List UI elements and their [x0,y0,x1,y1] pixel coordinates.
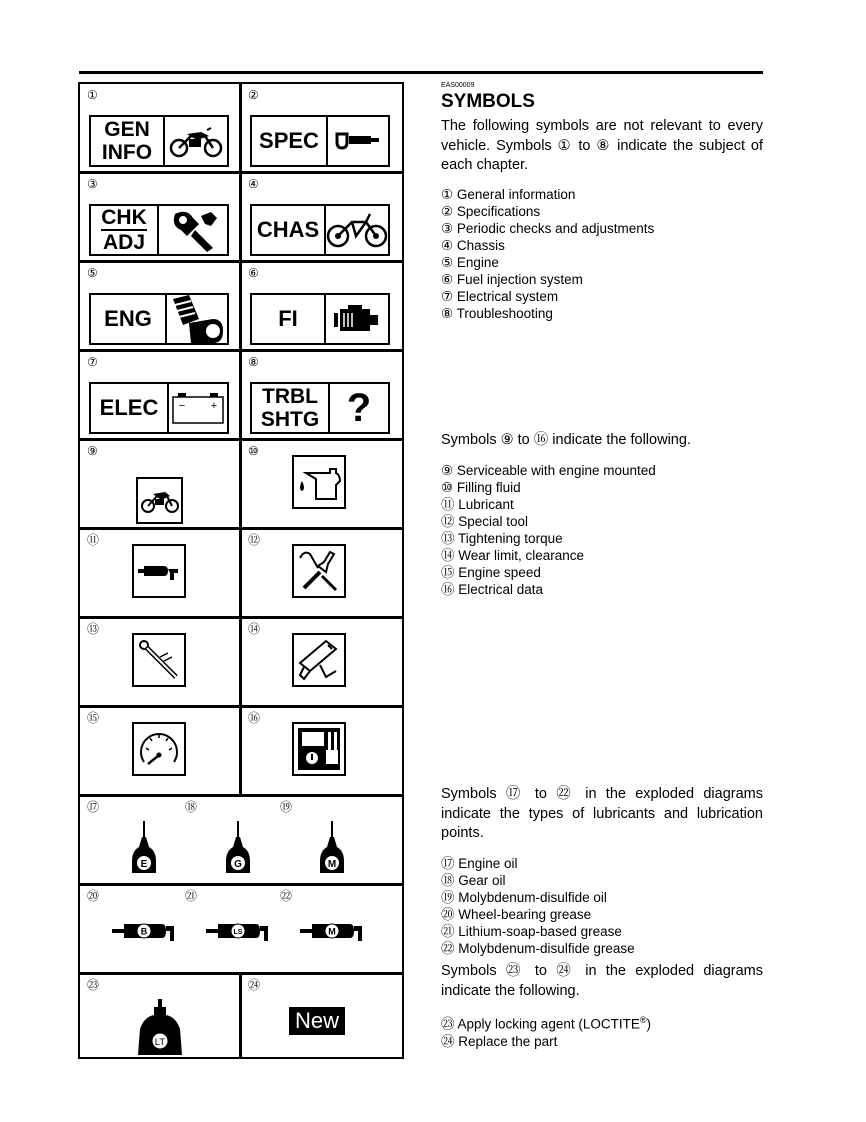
cell-number: ⑧ [248,355,259,369]
motorcycle-icon [163,117,227,165]
grease-gun-icon [206,919,274,948]
intro-paragraph-chapters: The following symbols are not relevant to every vehicle. Symbols ① to ⑧ indicate the subject of each chapter. [441,118,763,173]
cell-number: ③ [87,177,98,191]
grease-gun-icon [132,544,186,598]
grid-cell-16 [240,706,403,796]
cell-number: ㉔ [248,978,261,992]
cell-number: ⑤ [87,266,98,280]
list-item: ② Specifications [441,204,541,219]
question-icon [328,384,388,432]
grid-cell-1 [79,83,241,173]
grease-gun-icon [112,919,180,948]
cell-number: ② [248,88,259,102]
list-item: ⑯ Electrical data [441,582,544,597]
list-item: ⑪ Lubricant [441,497,514,512]
cell-number: ⑬ [87,622,100,636]
cell-number: ⑭ [248,622,261,636]
grid-cell-17-19 [79,795,403,885]
grid-cell-2 [240,83,403,173]
list-item: ㉒ Molybdenum-disulfide grease [441,941,635,956]
locking-agent-icon [138,999,182,1060]
multimeter-icon [292,722,346,776]
lubricant-code: G [234,859,242,870]
cell-number: ㉒ [280,889,293,903]
cell-number: ⑮ [87,711,100,725]
chapter-code: FI [278,306,298,331]
cell-number: ㉓ [87,978,100,992]
symbol-grid [79,83,403,1058]
cell-number: ⑲ [280,800,293,814]
chapter-code: SPEC [259,128,319,153]
cell-number: ⑱ [185,800,198,814]
grid-cell-3 [79,172,241,262]
grid-cell-5 [79,261,241,351]
piston-icon [165,295,227,343]
lubricant-code: M [328,926,336,937]
cell-number: ⑦ [87,355,98,369]
grid-cell-14 [240,617,403,707]
lubricant-code: M [327,859,337,870]
list-item: ㉑ Lithium-soap-based grease [441,924,622,939]
cell-number: ⑫ [248,533,261,547]
grid-cell-4 [240,172,403,262]
list-item: ⑱ Gear oil [441,873,506,888]
battery-plus-sign: + [210,400,218,412]
gauge-probe-icon [326,117,388,165]
new-part-badge: New [289,1007,345,1035]
wrench-icon [157,206,227,254]
misc-list [441,1012,763,1050]
cell-number: ⑨ [87,444,98,458]
chapter-code-line1: GEN [104,118,150,141]
grid-cell-20-22 [79,884,403,974]
list-item: ① General information [441,187,576,202]
cell-number: ④ [248,177,259,191]
list-item: ④ Chassis [441,238,505,253]
battery-minus-sign: − [178,400,186,412]
motorcycle-icon [136,477,183,524]
question-mark: ? [346,386,372,430]
cell-number: ⑰ [87,800,100,814]
top-rule [79,71,763,74]
document-tag: EAS00009 [441,82,475,89]
cell-number: ⑳ [87,889,100,903]
chapter-list [441,186,763,322]
list-item: ⑰ Engine oil [441,856,518,871]
cell-number: ⑯ [248,711,261,725]
chapter-symbol-fi [250,293,390,345]
grid-cell-15 [79,706,241,796]
tachometer-icon [132,722,186,776]
chapter-code-line2: INFO [101,141,153,164]
chapter-code: ELEC [99,395,159,420]
chassis-icon [324,206,388,254]
grid-cell-11 [79,528,241,618]
list-item: ⑭ Wear limit, clearance [441,548,585,563]
chapter-code-line2: SHTG [260,408,320,431]
chapter-symbol-elec [89,382,229,434]
list-item: ⑮ Engine speed [441,565,541,580]
chapter-symbol-chas [250,204,390,256]
list-item: ⑲ Molybdenum-disulfide oil [441,890,607,905]
list-item: ⑬ Tightening torque [441,531,563,546]
chapter-symbol-spec [250,115,390,167]
grid-cell-6 [240,261,403,351]
list-item: ㉔ Replace the part [441,1033,558,1049]
oil-bottle-icon [131,821,157,878]
lubricant-code: B [140,926,148,937]
engine-block-icon [324,295,388,343]
cell-number: ⑩ [248,444,259,458]
caliper-icon [292,633,346,687]
list-item: ⑩ Filling fluid [441,480,521,495]
chapter-code: CHAS [256,217,320,242]
symbol-list [441,462,763,598]
locking-agent-code: LT [154,1037,166,1048]
oil-bottle-icon [319,821,345,878]
grease-gun-icon [300,919,368,948]
cell-number: ⑪ [87,533,100,547]
grid-cell-23 [79,973,241,1058]
battery-icon [167,384,227,432]
grid-cell-12 [240,528,403,618]
list-item: ⑧ Troubleshooting [441,306,553,321]
chapter-symbol-chk-adj [89,204,229,256]
intro-paragraph-misc: Symbols ㉓ to ㉔ in the exploded diagrams indicate the following. [441,963,763,999]
oil-can-icon [292,455,346,509]
list-item: ⑦ Electrical system [441,289,559,304]
cell-number: ㉑ [185,889,198,903]
intro-paragraph-symbols: Symbols ⑨ to ⑯ indicate the following. [441,432,691,448]
oil-bottle-icon [225,821,251,878]
grid-cell-9 [79,439,241,529]
chapter-code-line2: ADJ [102,231,145,254]
lubricant-list [441,855,763,957]
list-item: ㉓ Apply locking agent (LOCTITE®) [441,1015,651,1032]
lubricant-code: E [140,859,148,870]
chapter-symbol-eng [89,293,229,345]
list-item: ⑤ Engine [441,255,499,270]
lubricant-code: LS [233,929,243,936]
list-item: ⑫ Special tool [441,514,529,529]
chapter-code-line1: TRBL [262,385,318,408]
list-item: ⑨ Serviceable with engine mounted [441,463,656,478]
grid-cell-24 [240,973,403,1058]
chapter-symbol-gen-info [89,115,229,167]
grid-cell-8 [240,350,403,440]
chapter-code: ENG [104,306,152,331]
cell-number: ⑥ [248,266,259,280]
grid-cell-10 [240,439,403,529]
chapter-code-line1: CHK [101,206,147,229]
chapter-symbol-trbl-shtg [250,382,390,434]
cell-number: ① [87,88,98,102]
section-heading: SYMBOLS [441,91,535,112]
grid-cell-7 [79,350,241,440]
torque-wrench-icon [132,633,186,687]
special-tool-icon [292,544,346,598]
list-item: ③ Periodic checks and adjustments [441,221,655,236]
list-item: ⑳ Wheel-bearing grease [441,907,592,922]
intro-paragraph-lubricants: Symbols ⑰ to ㉒ in the exploded diagrams indicate the types of lubricants and lubrication points. [441,786,763,841]
grid-cell-13 [79,617,241,707]
list-item: ⑥ Fuel injection system [441,272,583,287]
